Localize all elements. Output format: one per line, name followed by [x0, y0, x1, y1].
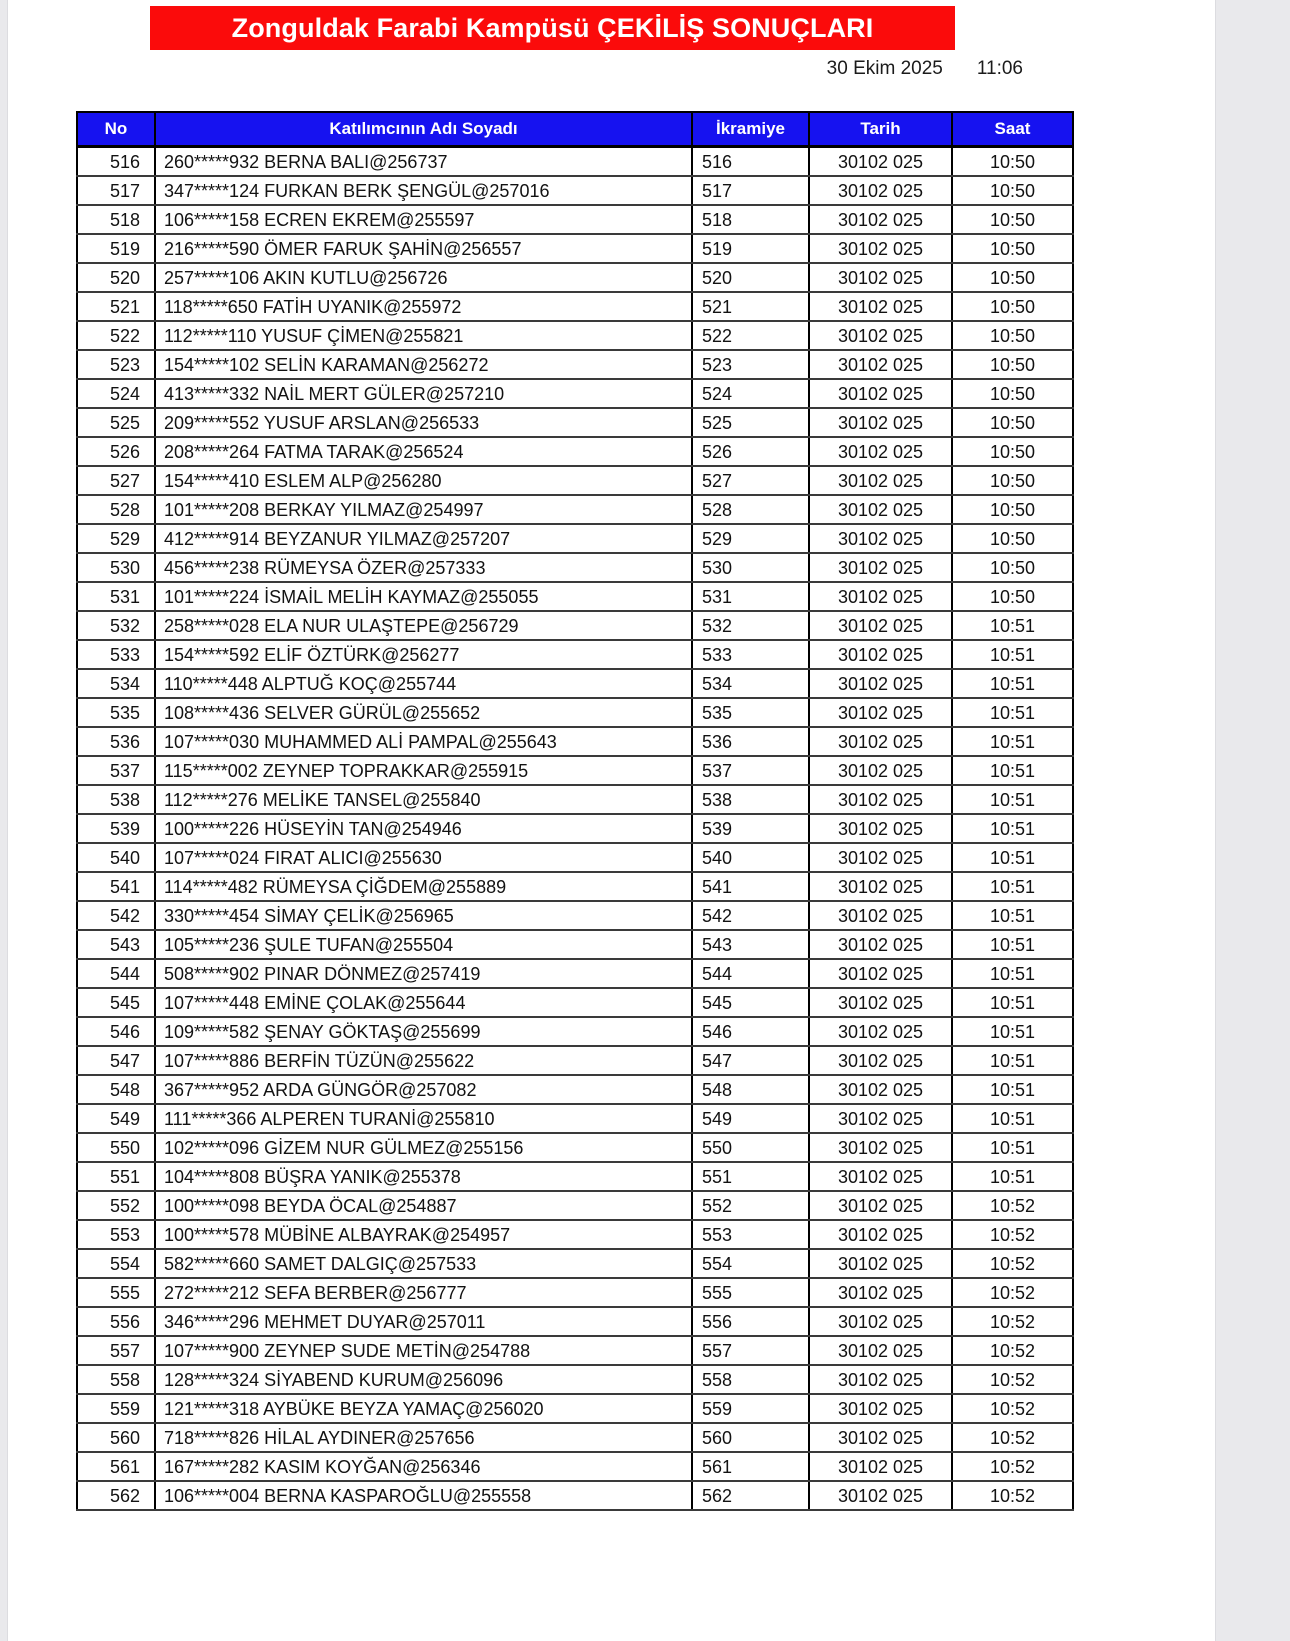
cell-date: 30102 025 [809, 1249, 952, 1278]
cell-date: 30102 025 [809, 263, 952, 292]
cell-no: 554 [77, 1249, 155, 1278]
cell-no: 556 [77, 1307, 155, 1336]
table-body [77, 147, 1073, 1511]
cell-prize: 517 [692, 176, 809, 205]
cell-date: 30102 025 [809, 321, 952, 350]
table-row [77, 408, 1073, 437]
column-header-date: Tarih [809, 112, 952, 147]
table-row [77, 292, 1073, 321]
cell-name: 107*****448 EMİNE ÇOLAK@255644 [155, 988, 692, 1017]
cell-name: 330*****454 SİMAY ÇELİK@256965 [155, 901, 692, 930]
cell-name: 208*****264 FATMA TARAK@256524 [155, 437, 692, 466]
cell-time: 10:51 [952, 1017, 1073, 1046]
cell-prize: 551 [692, 1162, 809, 1191]
cell-name: 508*****902 PINAR DÖNMEZ@257419 [155, 959, 692, 988]
cell-time: 10:50 [952, 350, 1073, 379]
cell-prize: 536 [692, 727, 809, 756]
cell-no: 561 [77, 1452, 155, 1481]
cell-name: 114*****482 RÜMEYSA ÇİĞDEM@255889 [155, 872, 692, 901]
cell-name: 106*****004 BERNA KASPAROĞLU@255558 [155, 1481, 692, 1510]
cell-name: 121*****318 AYBÜKE BEYZA YAMAÇ@256020 [155, 1394, 692, 1423]
cell-name: 154*****410 ESLEM ALP@256280 [155, 466, 692, 495]
cell-name: 101*****208 BERKAY YILMAZ@254997 [155, 495, 692, 524]
cell-no: 558 [77, 1365, 155, 1394]
cell-time: 10:52 [952, 1394, 1073, 1423]
cell-name: 257*****106 AKIN KUTLU@256726 [155, 263, 692, 292]
draw-time: 11:06 [976, 58, 1023, 79]
cell-time: 10:50 [952, 379, 1073, 408]
cell-time: 10:50 [952, 466, 1073, 495]
table-row [77, 1075, 1073, 1104]
cell-name: 413*****332 NAİL MERT GÜLER@257210 [155, 379, 692, 408]
cell-no: 531 [77, 582, 155, 611]
cell-no: 562 [77, 1481, 155, 1510]
cell-name: 107*****024 FIRAT ALICI@255630 [155, 843, 692, 872]
cell-date: 30102 025 [809, 901, 952, 930]
cell-prize: 554 [692, 1249, 809, 1278]
cell-no: 522 [77, 321, 155, 350]
cell-prize: 541 [692, 872, 809, 901]
cell-no: 537 [77, 756, 155, 785]
cell-no: 519 [77, 234, 155, 263]
table-row [77, 147, 1073, 177]
cell-name: 100*****226 HÜSEYİN TAN@254946 [155, 814, 692, 843]
page-title: Zonguldak Farabi Kampüsü ÇEKİLİŞ SONUÇLARI [231, 12, 874, 43]
table-row [77, 1278, 1073, 1307]
cell-time: 10:52 [952, 1365, 1073, 1394]
cell-time: 10:52 [952, 1220, 1073, 1249]
cell-prize: 540 [692, 843, 809, 872]
table-row [77, 466, 1073, 495]
cell-no: 517 [77, 176, 155, 205]
cell-time: 10:50 [952, 524, 1073, 553]
cell-name: 718*****826 HİLAL AYDINER@257656 [155, 1423, 692, 1452]
cell-name: 258*****028 ELA NUR ULAŞTEPE@256729 [155, 611, 692, 640]
cell-date: 30102 025 [809, 930, 952, 959]
cell-no: 544 [77, 959, 155, 988]
cell-prize: 534 [692, 669, 809, 698]
cell-time: 10:51 [952, 930, 1073, 959]
cell-date: 30102 025 [809, 872, 952, 901]
cell-no: 539 [77, 814, 155, 843]
cell-time: 10:52 [952, 1191, 1073, 1220]
table-row [77, 263, 1073, 292]
cell-prize: 522 [692, 321, 809, 350]
cell-no: 555 [77, 1278, 155, 1307]
cell-date: 30102 025 [809, 582, 952, 611]
table-row [77, 814, 1073, 843]
cell-date: 30102 025 [809, 437, 952, 466]
cell-date: 30102 025 [809, 698, 952, 727]
cell-no: 559 [77, 1394, 155, 1423]
cell-no: 550 [77, 1133, 155, 1162]
draw-date: 30 Ekim 2025 [826, 58, 943, 79]
table-row [77, 1481, 1073, 1510]
cell-date: 30102 025 [809, 1075, 952, 1104]
cell-prize: 516 [692, 147, 809, 177]
cell-name: 412*****914 BEYZANUR YILMAZ@257207 [155, 524, 692, 553]
cell-time: 10:52 [952, 1481, 1073, 1510]
cell-date: 30102 025 [809, 1133, 952, 1162]
cell-date: 30102 025 [809, 640, 952, 669]
table-row [77, 205, 1073, 234]
datetime-row [827, 58, 1023, 80]
cell-no: 532 [77, 611, 155, 640]
cell-no: 560 [77, 1423, 155, 1452]
cell-time: 10:52 [952, 1307, 1073, 1336]
cell-time: 10:51 [952, 1104, 1073, 1133]
cell-name: 111*****366 ALPEREN TURANİ@255810 [155, 1104, 692, 1133]
cell-prize: 549 [692, 1104, 809, 1133]
column-header-name: Katılımcının Adı Soyadı [155, 112, 692, 147]
cell-date: 30102 025 [809, 1307, 952, 1336]
cell-time: 10:51 [952, 1133, 1073, 1162]
cell-name: 106*****158 ECREN EKREM@255597 [155, 205, 692, 234]
cell-no: 533 [77, 640, 155, 669]
cell-date: 30102 025 [809, 1191, 952, 1220]
cell-name: 102*****096 GİZEM NUR GÜLMEZ@255156 [155, 1133, 692, 1162]
cell-time: 10:50 [952, 292, 1073, 321]
cell-date: 30102 025 [809, 408, 952, 437]
cell-no: 526 [77, 437, 155, 466]
table-row [77, 350, 1073, 379]
table-row [77, 321, 1073, 350]
table-row [77, 611, 1073, 640]
table-row [77, 524, 1073, 553]
cell-time: 10:50 [952, 495, 1073, 524]
cell-date: 30102 025 [809, 611, 952, 640]
cell-time: 10:50 [952, 176, 1073, 205]
cell-name: 154*****102 SELİN KARAMAN@256272 [155, 350, 692, 379]
cell-time: 10:51 [952, 814, 1073, 843]
table-row [77, 901, 1073, 930]
table-row [77, 1162, 1073, 1191]
cell-prize: 526 [692, 437, 809, 466]
cell-name: 108*****436 SELVER GÜRÜL@255652 [155, 698, 692, 727]
cell-no: 520 [77, 263, 155, 292]
cell-no: 535 [77, 698, 155, 727]
cell-prize: 559 [692, 1394, 809, 1423]
cell-date: 30102 025 [809, 814, 952, 843]
cell-name: 260*****932 BERNA BALI@256737 [155, 147, 692, 177]
cell-prize: 530 [692, 553, 809, 582]
cell-date: 30102 025 [809, 495, 952, 524]
cell-no: 538 [77, 785, 155, 814]
cell-name: 347*****124 FURKAN BERK ŞENGÜL@257016 [155, 176, 692, 205]
table-row [77, 930, 1073, 959]
cell-no: 528 [77, 495, 155, 524]
table-row [77, 1307, 1073, 1336]
cell-name: 110*****448 ALPTUĞ KOÇ@255744 [155, 669, 692, 698]
cell-name: 167*****282 KASIM KOYĞAN@256346 [155, 1452, 692, 1481]
cell-date: 30102 025 [809, 756, 952, 785]
cell-time: 10:52 [952, 1336, 1073, 1365]
cell-name: 346*****296 MEHMET DUYAR@257011 [155, 1307, 692, 1336]
cell-prize: 552 [692, 1191, 809, 1220]
cell-date: 30102 025 [809, 553, 952, 582]
cell-name: 112*****110 YUSUF ÇİMEN@255821 [155, 321, 692, 350]
table-header [77, 112, 1073, 147]
cell-prize: 544 [692, 959, 809, 988]
table-row [77, 582, 1073, 611]
cell-date: 30102 025 [809, 292, 952, 321]
cell-date: 30102 025 [809, 1452, 952, 1481]
cell-name: 109*****582 ŞENAY GÖKTAŞ@255699 [155, 1017, 692, 1046]
cell-date: 30102 025 [809, 466, 952, 495]
cell-prize: 542 [692, 901, 809, 930]
cell-prize: 538 [692, 785, 809, 814]
cell-no: 524 [77, 379, 155, 408]
cell-date: 30102 025 [809, 1336, 952, 1365]
cell-time: 10:51 [952, 611, 1073, 640]
cell-prize: 547 [692, 1046, 809, 1075]
cell-prize: 546 [692, 1017, 809, 1046]
cell-name: 272*****212 SEFA BERBER@256777 [155, 1278, 692, 1307]
cell-time: 10:51 [952, 1046, 1073, 1075]
cell-prize: 550 [692, 1133, 809, 1162]
cell-name: 209*****552 YUSUF ARSLAN@256533 [155, 408, 692, 437]
table-row [77, 1452, 1073, 1481]
cell-prize: 560 [692, 1423, 809, 1452]
cell-name: 107*****886 BERFİN TÜZÜN@255622 [155, 1046, 692, 1075]
cell-name: 105*****236 ŞULE TUFAN@255504 [155, 930, 692, 959]
table-row [77, 1046, 1073, 1075]
table-row [77, 785, 1073, 814]
cell-date: 30102 025 [809, 379, 952, 408]
cell-name: 582*****660 SAMET DALGIÇ@257533 [155, 1249, 692, 1278]
cell-prize: 524 [692, 379, 809, 408]
cell-no: 527 [77, 466, 155, 495]
cell-name: 100*****578 MÜBİNE ALBAYRAK@254957 [155, 1220, 692, 1249]
cell-prize: 528 [692, 495, 809, 524]
cell-time: 10:50 [952, 408, 1073, 437]
cell-prize: 558 [692, 1365, 809, 1394]
cell-no: 547 [77, 1046, 155, 1075]
cell-date: 30102 025 [809, 1394, 952, 1423]
table-row [77, 1133, 1073, 1162]
table-row [77, 872, 1073, 901]
table-row [77, 756, 1073, 785]
cell-date: 30102 025 [809, 843, 952, 872]
cell-no: 541 [77, 872, 155, 901]
cell-time: 10:51 [952, 1162, 1073, 1191]
cell-prize: 548 [692, 1075, 809, 1104]
column-header-no: No [77, 112, 155, 147]
table-row [77, 1365, 1073, 1394]
cell-prize: 553 [692, 1220, 809, 1249]
table-row [77, 1423, 1073, 1452]
cell-time: 10:51 [952, 698, 1073, 727]
table-row [77, 1336, 1073, 1365]
cell-prize: 523 [692, 350, 809, 379]
cell-name: 107*****030 MUHAMMED ALİ PAMPAL@255643 [155, 727, 692, 756]
document-page [8, 0, 1215, 1641]
cell-date: 30102 025 [809, 988, 952, 1017]
cell-time: 10:50 [952, 205, 1073, 234]
cell-prize: 518 [692, 205, 809, 234]
cell-date: 30102 025 [809, 1278, 952, 1307]
cell-name: 115*****002 ZEYNEP TOPRAKKAR@255915 [155, 756, 692, 785]
cell-no: 543 [77, 930, 155, 959]
cell-prize: 543 [692, 930, 809, 959]
cell-prize: 555 [692, 1278, 809, 1307]
cell-time: 10:51 [952, 669, 1073, 698]
table-row [77, 1220, 1073, 1249]
cell-prize: 562 [692, 1481, 809, 1510]
column-header-time: Saat [952, 112, 1073, 147]
cell-time: 10:50 [952, 147, 1073, 177]
cell-time: 10:51 [952, 959, 1073, 988]
cell-date: 30102 025 [809, 785, 952, 814]
cell-date: 30102 025 [809, 727, 952, 756]
cell-no: 542 [77, 901, 155, 930]
cell-prize: 532 [692, 611, 809, 640]
cell-time: 10:50 [952, 234, 1073, 263]
table-row [77, 669, 1073, 698]
cell-date: 30102 025 [809, 176, 952, 205]
cell-time: 10:52 [952, 1452, 1073, 1481]
cell-no: 553 [77, 1220, 155, 1249]
cell-date: 30102 025 [809, 1423, 952, 1452]
cell-time: 10:51 [952, 843, 1073, 872]
cell-date: 30102 025 [809, 959, 952, 988]
cell-date: 30102 025 [809, 1162, 952, 1191]
cell-time: 10:50 [952, 553, 1073, 582]
title-banner [150, 6, 955, 50]
table-row [77, 1017, 1073, 1046]
cell-no: 536 [77, 727, 155, 756]
cell-no: 546 [77, 1017, 155, 1046]
cell-prize: 529 [692, 524, 809, 553]
cell-time: 10:51 [952, 872, 1073, 901]
cell-prize: 561 [692, 1452, 809, 1481]
cell-name: 107*****900 ZEYNEP SUDE METİN@254788 [155, 1336, 692, 1365]
table-row [77, 495, 1073, 524]
cell-time: 10:51 [952, 756, 1073, 785]
cell-date: 30102 025 [809, 1104, 952, 1133]
cell-prize: 545 [692, 988, 809, 1017]
table-row [77, 1191, 1073, 1220]
cell-name: 118*****650 FATİH UYANIK@255972 [155, 292, 692, 321]
cell-time: 10:50 [952, 321, 1073, 350]
table-row [77, 698, 1073, 727]
table-row [77, 437, 1073, 466]
cell-no: 521 [77, 292, 155, 321]
cell-no: 540 [77, 843, 155, 872]
table-row [77, 843, 1073, 872]
table-row [77, 1249, 1073, 1278]
cell-no: 529 [77, 524, 155, 553]
cell-prize: 537 [692, 756, 809, 785]
cell-no: 552 [77, 1191, 155, 1220]
cell-no: 525 [77, 408, 155, 437]
cell-date: 30102 025 [809, 1220, 952, 1249]
cell-date: 30102 025 [809, 1481, 952, 1510]
cell-name: 100*****098 BEYDA ÖCAL@254887 [155, 1191, 692, 1220]
table-row [77, 1394, 1073, 1423]
table-row [77, 640, 1073, 669]
cell-no: 545 [77, 988, 155, 1017]
cell-no: 523 [77, 350, 155, 379]
cell-name: 456*****238 RÜMEYSA ÖZER@257333 [155, 553, 692, 582]
cell-time: 10:50 [952, 263, 1073, 292]
cell-date: 30102 025 [809, 1046, 952, 1075]
cell-date: 30102 025 [809, 669, 952, 698]
cell-no: 534 [77, 669, 155, 698]
cell-prize: 531 [692, 582, 809, 611]
cell-time: 10:52 [952, 1249, 1073, 1278]
cell-time: 10:50 [952, 437, 1073, 466]
cell-time: 10:51 [952, 640, 1073, 669]
cell-no: 548 [77, 1075, 155, 1104]
table-row [77, 727, 1073, 756]
cell-name: 154*****592 ELİF ÖZTÜRK@256277 [155, 640, 692, 669]
cell-prize: 519 [692, 234, 809, 263]
table-row [77, 988, 1073, 1017]
cell-date: 30102 025 [809, 234, 952, 263]
cell-prize: 527 [692, 466, 809, 495]
results-table [76, 111, 1074, 1511]
cell-date: 30102 025 [809, 147, 952, 177]
cell-date: 30102 025 [809, 1017, 952, 1046]
table-row [77, 234, 1073, 263]
table-row [77, 1104, 1073, 1133]
cell-name: 104*****808 BÜŞRA YANIK@255378 [155, 1162, 692, 1191]
cell-no: 530 [77, 553, 155, 582]
cell-no: 551 [77, 1162, 155, 1191]
cell-time: 10:51 [952, 901, 1073, 930]
cell-time: 10:51 [952, 1075, 1073, 1104]
cell-date: 30102 025 [809, 524, 952, 553]
cell-name: 112*****276 MELİKE TANSEL@255840 [155, 785, 692, 814]
cell-no: 518 [77, 205, 155, 234]
cell-no: 557 [77, 1336, 155, 1365]
cell-name: 101*****224 İSMAİL MELİH KAYMAZ@255055 [155, 582, 692, 611]
cell-name: 367*****952 ARDA GÜNGÖR@257082 [155, 1075, 692, 1104]
cell-prize: 557 [692, 1336, 809, 1365]
cell-prize: 521 [692, 292, 809, 321]
cell-prize: 520 [692, 263, 809, 292]
cell-prize: 535 [692, 698, 809, 727]
cell-prize: 533 [692, 640, 809, 669]
cell-name: 216*****590 ÖMER FARUK ŞAHİN@256557 [155, 234, 692, 263]
cell-time: 10:51 [952, 988, 1073, 1017]
column-header-prize: İkramiye [692, 112, 809, 147]
cell-date: 30102 025 [809, 1365, 952, 1394]
cell-time: 10:50 [952, 582, 1073, 611]
cell-prize: 556 [692, 1307, 809, 1336]
cell-date: 30102 025 [809, 350, 952, 379]
cell-no: 549 [77, 1104, 155, 1133]
table-row [77, 379, 1073, 408]
cell-name: 128*****324 SİYABEND KURUM@256096 [155, 1365, 692, 1394]
cell-prize: 539 [692, 814, 809, 843]
cell-no: 516 [77, 147, 155, 177]
table-row [77, 959, 1073, 988]
cell-time: 10:52 [952, 1278, 1073, 1307]
cell-time: 10:52 [952, 1423, 1073, 1452]
cell-time: 10:51 [952, 727, 1073, 756]
table-row [77, 553, 1073, 582]
cell-prize: 525 [692, 408, 809, 437]
cell-time: 10:51 [952, 785, 1073, 814]
table-row [77, 176, 1073, 205]
table-header-row [77, 112, 1073, 147]
cell-date: 30102 025 [809, 205, 952, 234]
